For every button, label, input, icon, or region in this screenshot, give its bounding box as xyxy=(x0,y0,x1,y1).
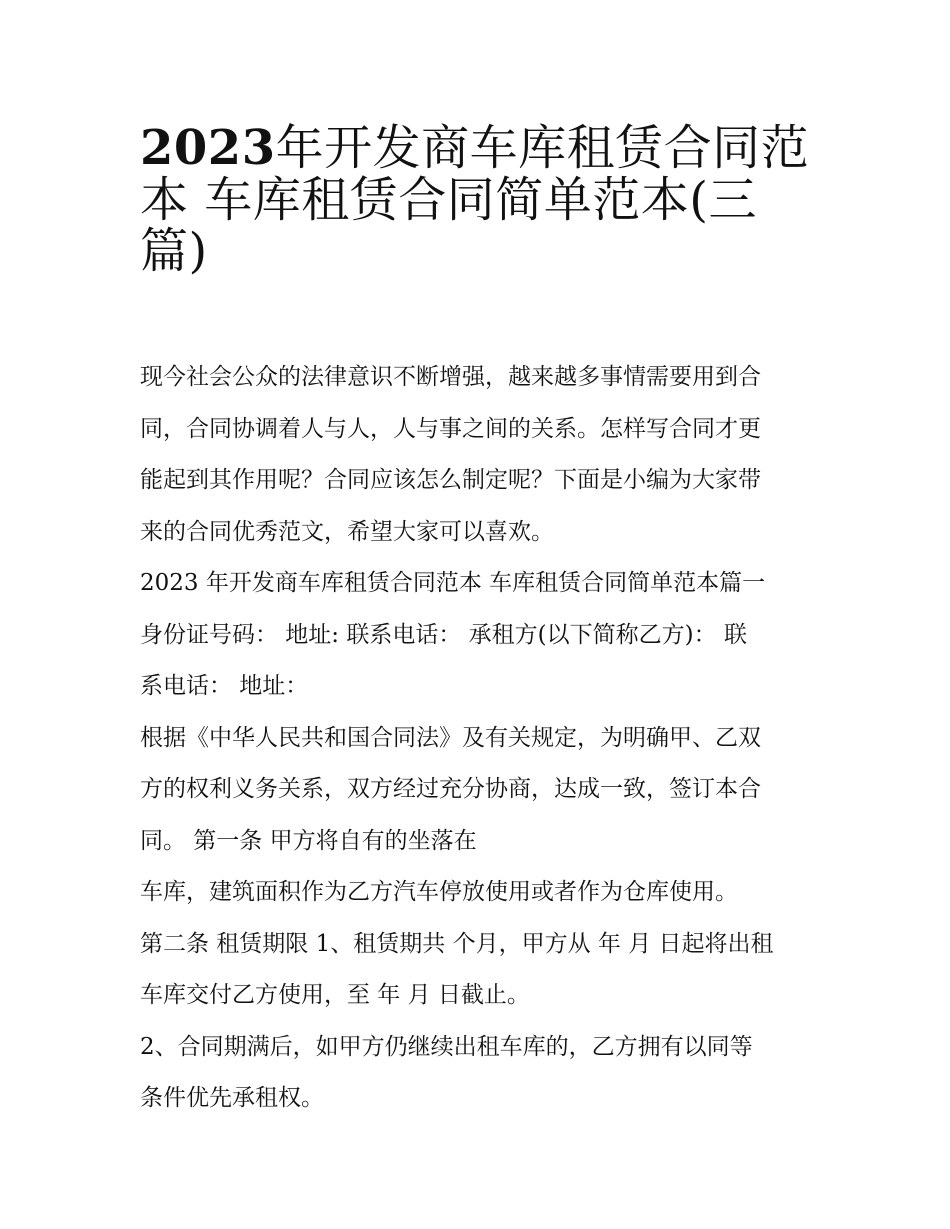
text-line: 条件优先承租权。 xyxy=(140,1085,324,1111)
title-line-2: 本 车库租赁合同简单范本(三 xyxy=(140,171,757,228)
party-info-paragraph xyxy=(140,610,820,713)
text-line: 根据《中华人民共和国合同法》及有关规定，为明确甲、乙双 xyxy=(140,724,761,751)
text-line: 第二条 租赁期限 1、租赁期共 个月，甲方从 年 月 日起将出租 xyxy=(140,930,774,957)
text-line: 同。 第一条 甲方将自有的坐落在 xyxy=(140,827,477,854)
text-line: 能起到其作用呢？合同应该怎么制定呢？下面是小编为大家带 xyxy=(140,467,761,493)
title-line-3: 篇) xyxy=(140,223,208,279)
intro-paragraph xyxy=(140,352,820,558)
title-line-1 xyxy=(140,108,830,176)
document-body xyxy=(140,352,820,1125)
text-line: 现今社会公众的法律意识不断增强，越来越多事情需要用到合 xyxy=(140,364,761,390)
text-line: 2、合同期满后，如甲方仍继续出租车库的，乙方拥有以同等 xyxy=(140,1033,753,1060)
text-line: 系电话： 地址： xyxy=(140,673,309,699)
preamble-paragraph xyxy=(140,713,820,868)
title-year: 2023 xyxy=(140,120,276,176)
article-two-paragraph xyxy=(140,919,820,1022)
text-line: 车库，建筑面积作为乙方汽车停放使用或者作为仓库使用。 xyxy=(140,879,738,905)
text-line: 同，合同协调着人与人，人与事之间的关系。怎样写合同才更 xyxy=(140,415,761,442)
text-line: 来的合同优秀范文，希望大家可以喜欢。 xyxy=(140,518,554,545)
section-heading xyxy=(140,558,820,610)
text-line: 方的权利义务关系，双方经过充分协商，达成一致，签订本合 xyxy=(140,776,761,802)
renewal-paragraph xyxy=(140,1022,820,1125)
article-one-paragraph xyxy=(140,867,820,919)
document-title xyxy=(140,108,830,279)
text-line: 车库交付乙方使用，至 年 月 日截止。 xyxy=(140,982,530,1008)
title-line-1-text: 年开发商车库租赁合同范 xyxy=(275,120,810,176)
text-line: 2023 年开发商车库租赁合同范本 车库租赁合同简单范本篇一 xyxy=(140,570,766,596)
text-line: 身份证号码： 地址: 联系电话： 承租方(以下简称乙方)： 联 xyxy=(140,621,747,648)
